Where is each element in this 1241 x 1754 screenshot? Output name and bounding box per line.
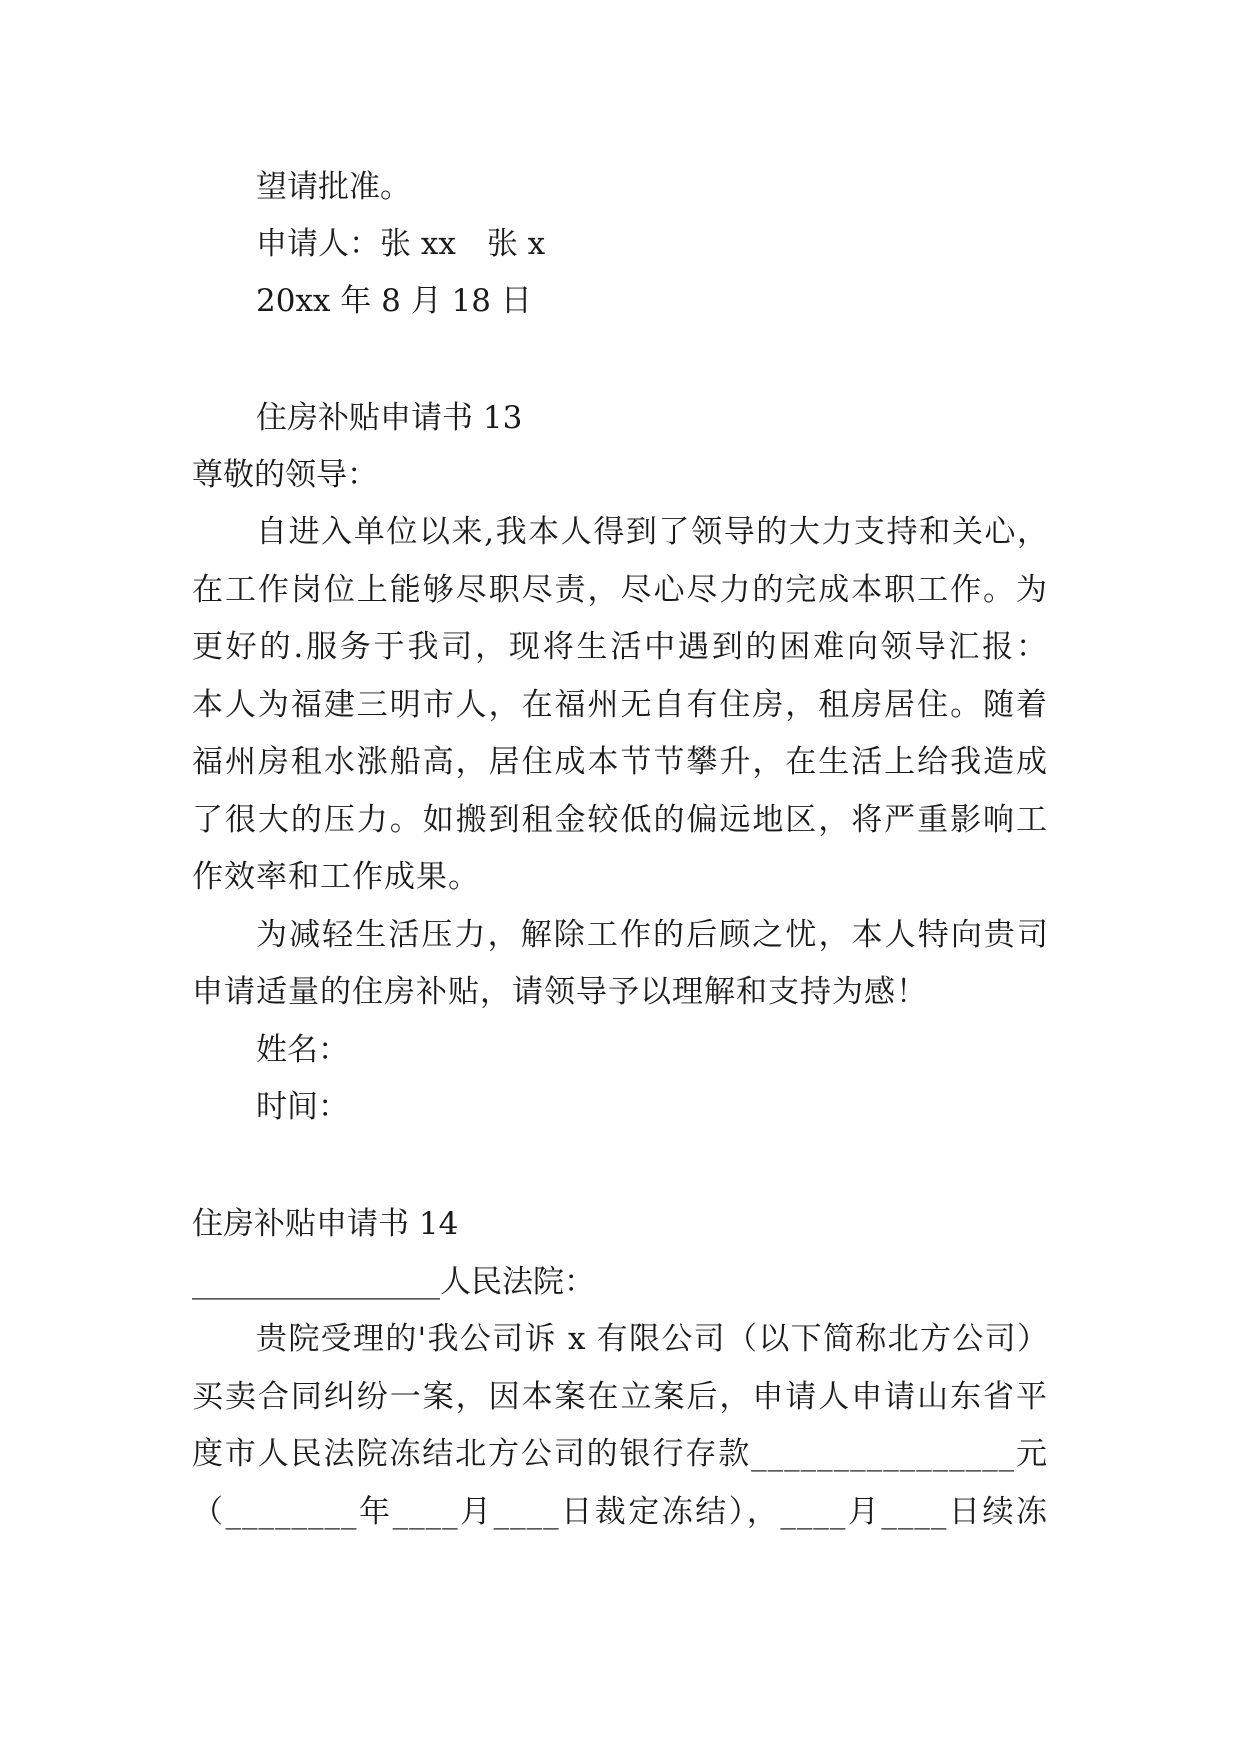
paragraph-line: 本人为福建三明市人，在福州无自有住房，租房居住。随着 — [192, 687, 1048, 723]
paragraph-line: 作效率和工作成果。 — [192, 859, 480, 895]
paragraph-line: 贵院受理的'我公司诉 x 有限公司（以下简称北方公司） — [256, 1321, 1048, 1357]
salutation: 尊敬的领导： — [192, 457, 378, 493]
approval-request-line: 望请批准。 — [256, 169, 411, 205]
time-label: 时间： — [256, 1089, 349, 1125]
court-addressee: ________________人民法院： — [192, 1264, 595, 1300]
paragraph-line: 了很大的压力。如搬到租金较低的偏远地区，将严重影响工 — [192, 802, 1048, 838]
paragraph-line: 福州房租水涨船高，居住成本节节攀升，在生活上给我造成 — [192, 744, 1048, 780]
applicant-line: 申请人：张 xx 张 x — [256, 226, 546, 262]
paragraph-line: 自进入单位以来,我本人得到了领导的大力支持和关心， — [256, 514, 1048, 550]
paragraph-line: （________年____月____日裁定冻结），____月____日续冻 — [192, 1494, 1048, 1530]
paragraph-line: 为减轻生活压力，解除工作的后顾之忧，本人特向贵司 — [256, 917, 1048, 953]
paragraph-line: 更好的.服务于我司，现将生活中遇到的困难向领导汇报： — [192, 629, 1048, 665]
paragraph-line: 买卖合同纠纷一案，因本案在立案后，申请人申请山东省平 — [192, 1379, 1048, 1415]
date-line: 20xx 年 8 月 18 日 — [256, 283, 532, 319]
paragraph-line: 申请适量的住房补贴，请领导予以理解和支持为感！ — [192, 974, 928, 1010]
section-14-title: 住房补贴申请书 14 — [192, 1206, 459, 1242]
section-13-title: 住房补贴申请书 13 — [256, 400, 523, 436]
paragraph-line: 在工作岗位上能够尽职尽责，尽心尽力的完成本职工作。为 — [192, 572, 1048, 608]
paragraph-line: 度市人民法院冻结北方公司的银行存款________________元 — [192, 1436, 1048, 1472]
name-label: 姓名： — [256, 1032, 349, 1068]
